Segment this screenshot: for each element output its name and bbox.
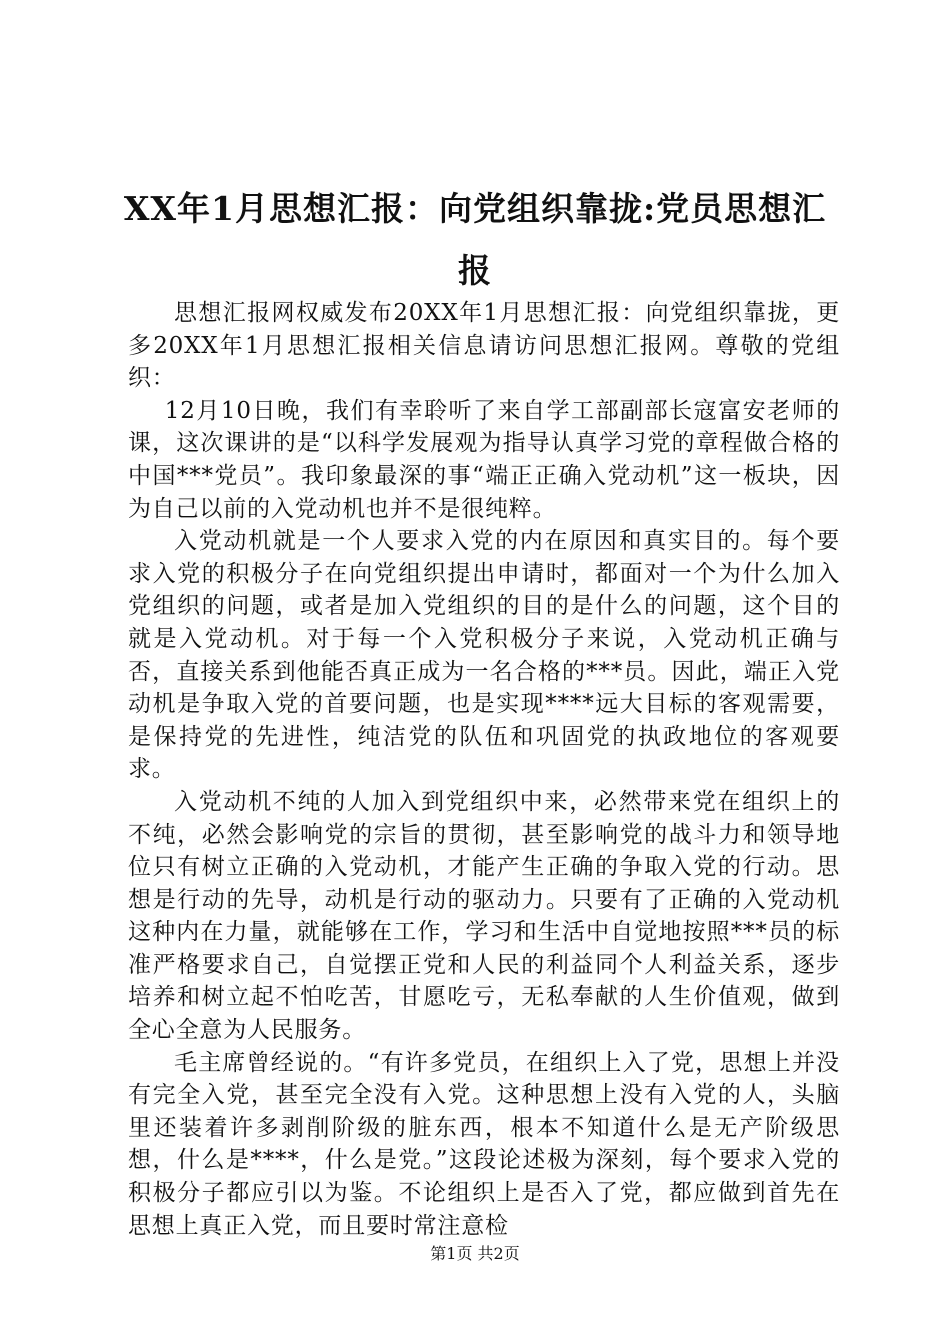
document-body bbox=[128, 297, 840, 1242]
paragraph-lecture: 12月10日晚，我们有幸聆听了来自学工部副部长寇富安老师的课，这次课讲的是“以科学发展观为指导认真学习党的章程做合格的中国***党员”。我印象最深的事“端正正确入党动机”这一板块，因为自己以前的入党动机也并不是很纯粹。 bbox=[128, 397, 840, 522]
paragraph-motive-definition: 入党动机就是一个人要求入党的内在原因和真实目的。每个要求入党的积极分子在向党组织提出申请时，都面对一个为什么加入党组织的问题，或者是加入党组织的目的是什么的问题，这个目的就是入党动机。对于每一个入党积极分子来说，入党动机正确与否，直接关系到他能否真正成为一名合格的***员。因此，端正入党动机是争取入党的首要问题，也是实现****远大目标的客观需要，是保持党的先进性，纯洁党的队伍和巩固党的执政地位的客观要求。 bbox=[128, 528, 840, 783]
paragraph-intro: 思想汇报网权威发布20XX年1月思想汇报：向党组织靠拢，更多20XX年1月思想汇报相关信息请访问思想汇报网。尊敬的党组织： bbox=[128, 300, 840, 392]
paragraph-chairman-quote: 毛主席曾经说的。“有许多党员，在组织上入了党，思想上并没有完全入党，甚至完全没有入党。这种思想上没有入党的人，头脑里还装着许多剥削阶级的脏东西，根本不知道什么是无产阶级思想，什么是****，什么是党。”这段论述极为深刻，每个要求入党的积极分子都应引以为鉴。不论组织上是否入了党，都应做到首先在思想上真正入党，而且要时常注意检 bbox=[128, 1049, 840, 1239]
document-title: XX年1月思想汇报：向党组织靠拢:党员思想汇报 bbox=[123, 189, 827, 290]
page-number: 第1页 共2页 bbox=[430, 1244, 520, 1263]
paragraph-impure-motive: 入党动机不纯的人加入到党组织中来，必然带来党在组织上的不纯，必然会影响党的宗旨的贯彻，甚至影响党的战斗力和领导地位只有树立正确的入党动机，才能产生正确的争取入党的行动。思想是行动的先导，动机是行动的驱动力。只要有了正确的入党动机这种内在力量，就能够在工作，学习和生活中自觉地按照***员的标准严格要求自己，自觉摆正党和人民的利益同个人利益关系，逐步培养和树立起不怕吃苦，甘愿吃亏，无私奉献的人生价值观，做到全心全意为人民服务。 bbox=[128, 788, 840, 1044]
